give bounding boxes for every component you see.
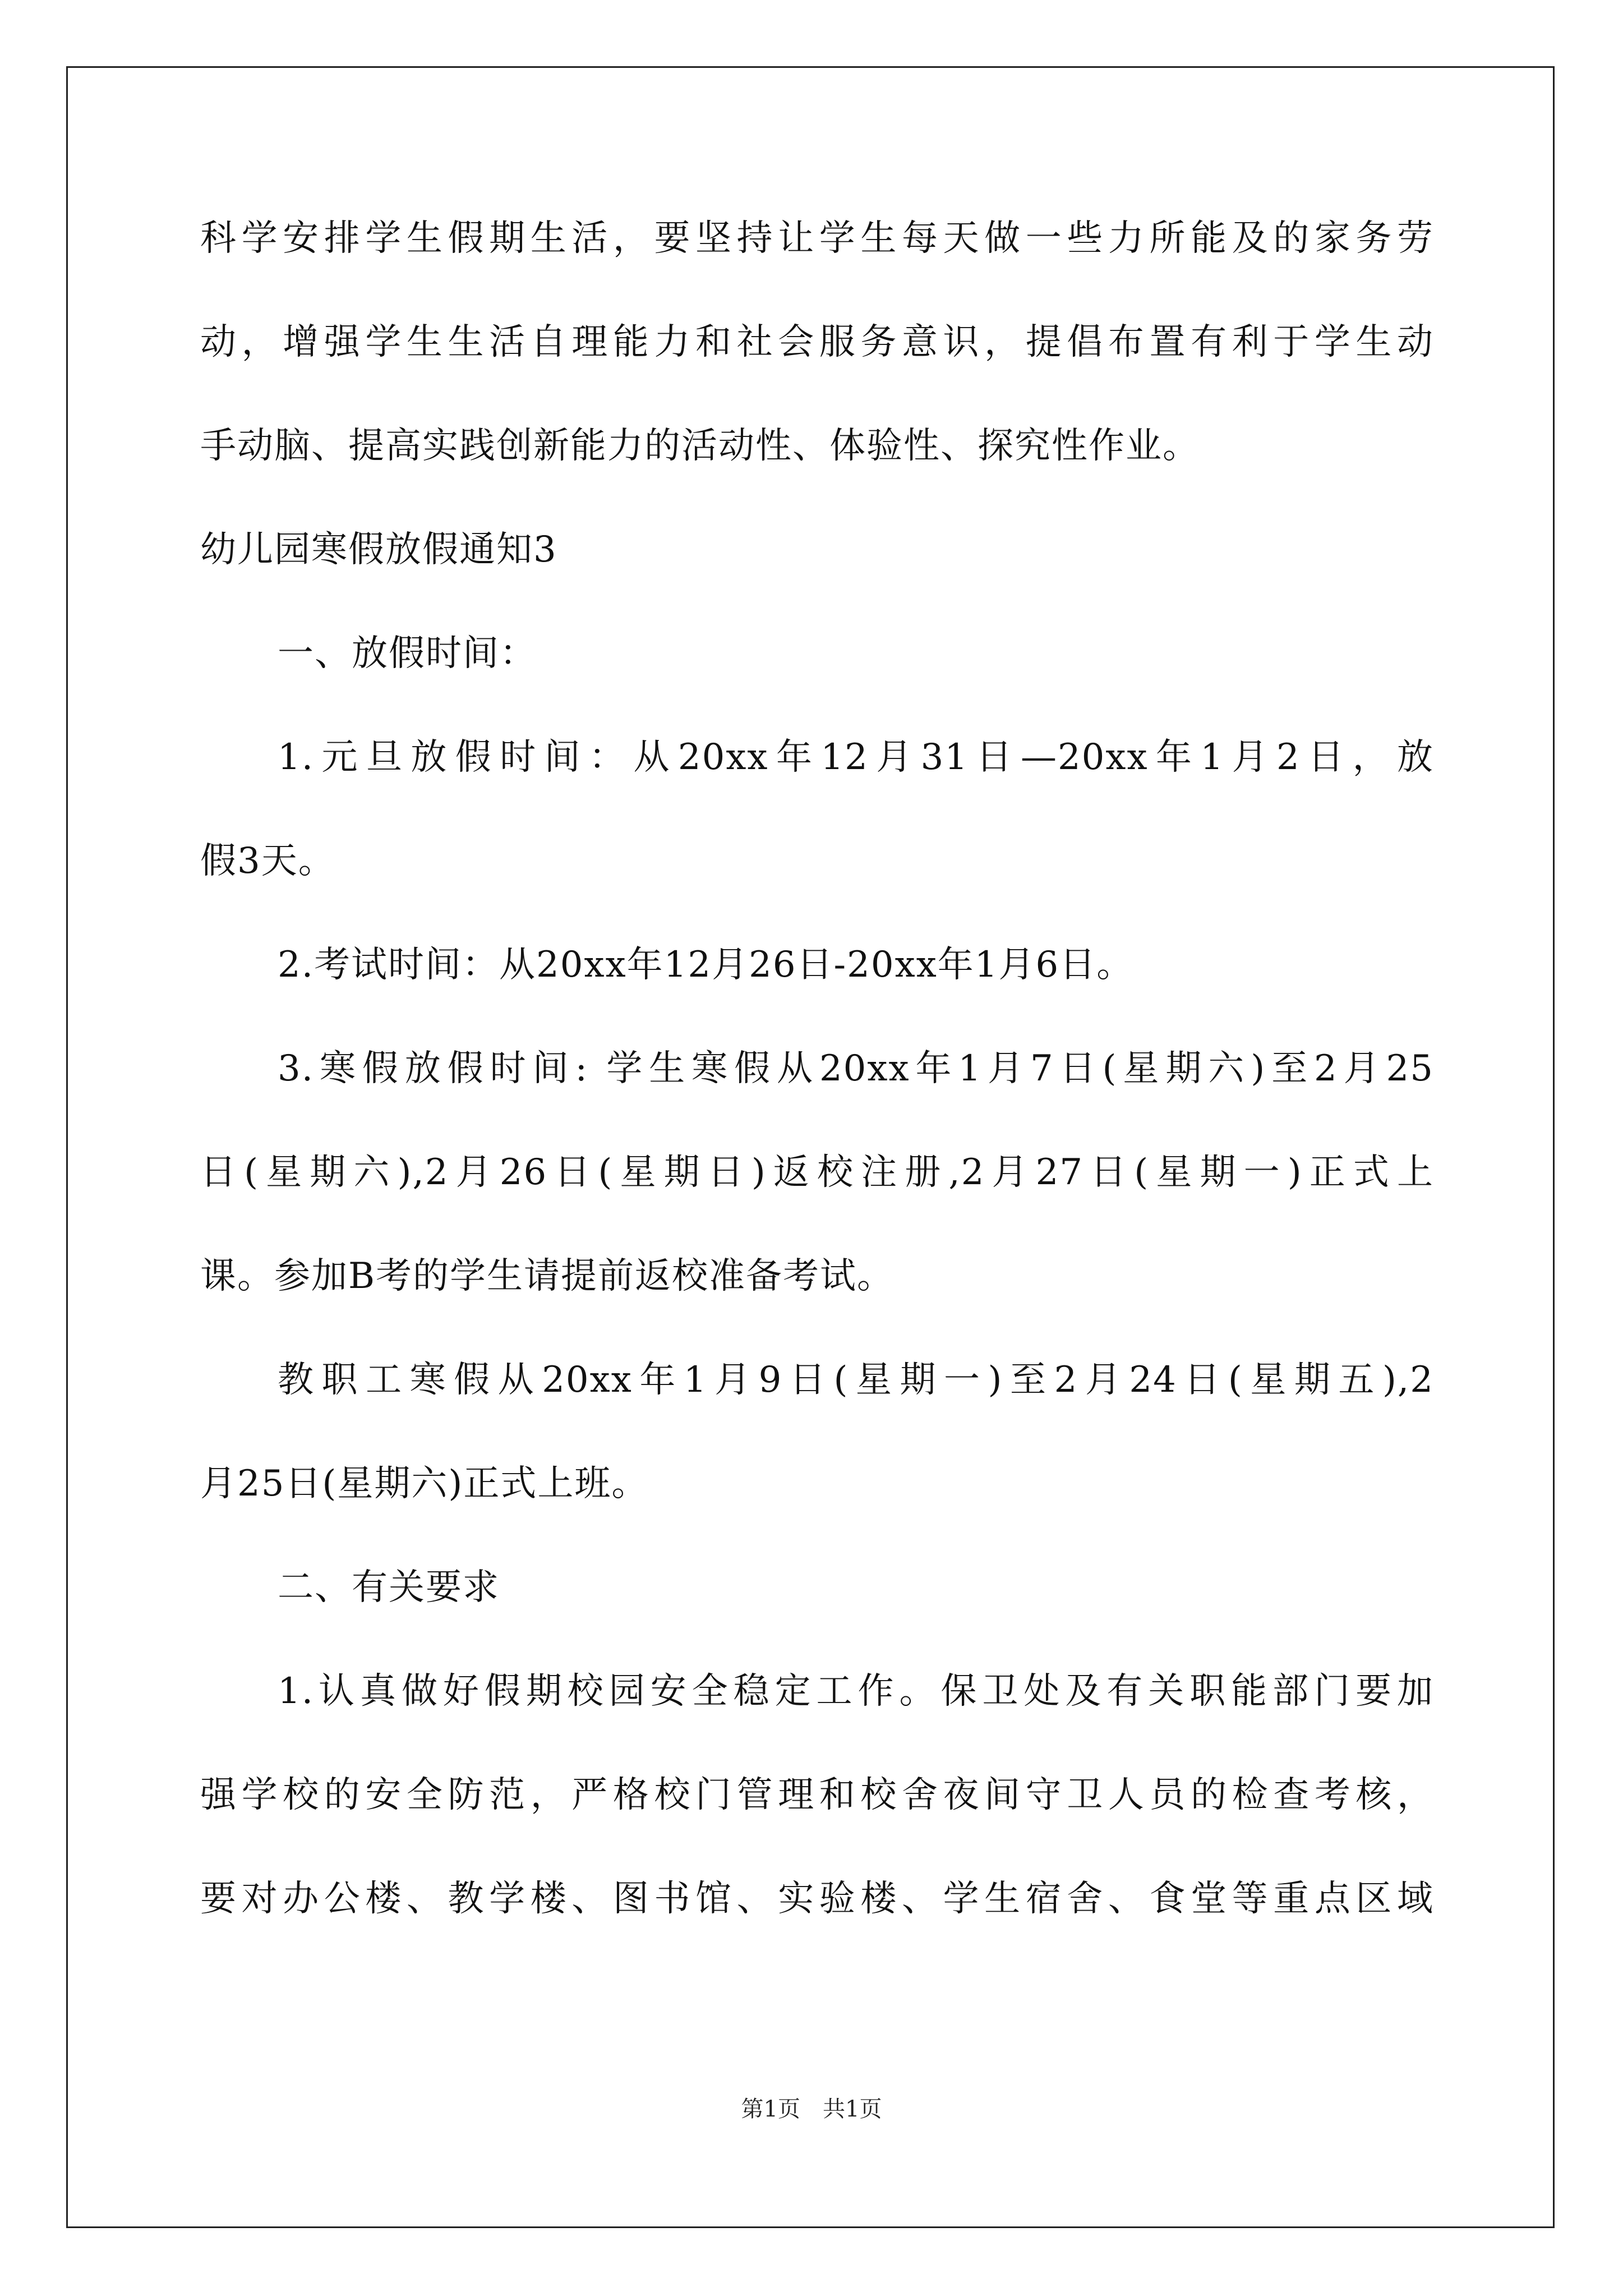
- paragraph-line: 3.寒假放假时间: 学生寒假从20xx年1月7日(星期六)至2月25: [278, 1048, 1434, 1089]
- paragraph-line: 1.元旦放假时间：从20xx年12月31日—20xx年1月2日，放: [278, 737, 1434, 778]
- section-heading: 二、有关要求: [278, 1567, 500, 1608]
- paragraph-line: 假3天。: [200, 840, 335, 882]
- paragraph-line: 1.认真做好假期校园安全稳定工作。保卫处及有关职能部门要加: [278, 1671, 1434, 1712]
- paragraph-line: 强学校的安全防范，严格校门管理和校舍夜间守卫人员的检查考核，: [200, 1774, 1434, 1816]
- section-title: 幼儿园寒假放假通知3: [200, 529, 557, 570]
- paragraph-line: 日(星期六),2月26日(星期日)返校注册,2月27日(星期一)正式上: [200, 1152, 1434, 1193]
- paragraph-line: 科学安排学生假期生活，要坚持让学生每天做一些力所能及的家务劳: [200, 218, 1434, 259]
- paragraph-line: 月25日(星期六)正式上班。: [200, 1463, 649, 1504]
- paragraph-line: 2.考试时间：从20xx年12月26日-20xx年1月6日。: [278, 944, 1134, 986]
- paragraph-line: 课。参加B考的学生请提前返校准备考试。: [200, 1255, 895, 1297]
- section-heading: 一、放假时间：: [278, 633, 537, 674]
- paragraph-line: 手动脑、提高实践创新能力的活动性、体验性、探究性作业。: [200, 425, 1200, 467]
- paragraph-line: 要对办公楼、教学楼、图书馆、实验楼、学生宿舍、食堂等重点区域: [200, 1878, 1434, 1920]
- page-number-footer: 第1页 共1页: [741, 2096, 882, 2122]
- paragraph-line: 动，增强学生生活自理能力和社会服务意识，提倡布置有利于学生动: [200, 321, 1434, 363]
- paragraph-line: 教职工寒假从20xx年1月9日(星期一)至2月24日(星期五),2: [278, 1359, 1434, 1401]
